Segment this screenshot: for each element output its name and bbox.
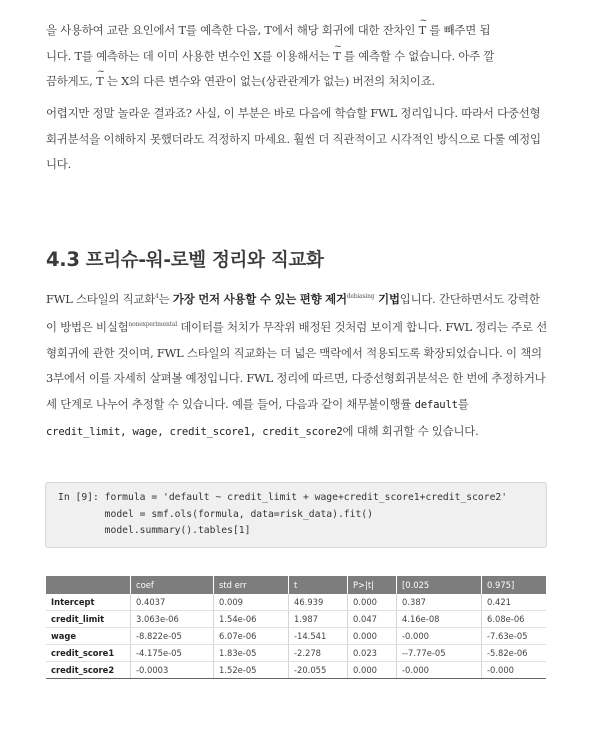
t-tilde-symbol: ~ T [419,18,426,44]
text: FWL 스타일의 직교화 [46,291,156,306]
table-cell: -7.63e-05 [482,628,547,645]
table-cell: 1.83e-05 [214,645,289,662]
table-cell: -0.0003 [131,662,214,679]
text: 입니다. 간단하면서도 강력한 이 방법은 비실험 [46,291,540,335]
table-cell: 6.08e-06 [482,611,547,628]
table-cell: 0.000 [348,594,397,611]
regression-results-table [46,576,546,679]
table-cell: 46.939 [289,594,348,611]
table-cell: -0.000 [482,662,547,679]
table-cell: 0.009 [214,594,289,611]
text: 는 X의 다른 변수와 연관이 없는(상관관계가 없는) 버전의 처치이죠. [103,74,435,89]
table-cell: 1.54e-06 [214,611,289,628]
table-cell: 1.987 [289,611,348,628]
table-cell: -8.822e-05 [131,628,214,645]
code-line: model = smf.ols(formula, data=risk_data).fit() [58,508,373,520]
inline-code: default [414,398,458,411]
column-header: t [289,576,348,594]
table-cell: -0.000 [397,662,482,679]
table-cell: 0.4037 [131,594,214,611]
paragraph-residual [46,18,550,95]
table-cell: -20.055 [289,662,348,679]
text: 니다. T를 예측하는 데 이미 사용한 변수인 X를 이용해서는 [46,48,334,63]
column-header: [0.025 [397,576,482,594]
table-row [46,645,546,662]
english-term: debiasing [346,293,375,300]
section-title: 프리슈-워-로벨 정리와 직교화 [85,250,324,271]
table-row [46,594,546,611]
table-cell: -14.541 [289,628,348,645]
column-header: coef [131,576,214,594]
table-cell: 4.16e-08 [397,611,482,628]
table-cell: 0.000 [348,662,397,679]
table-row [46,628,546,645]
text: 을 사용하여 교란 요인에서 T를 예측한 다음, T에서 해당 회귀에 대한 잔차인 [46,23,419,37]
text: 는 [158,291,173,306]
text: 끔하게도, [46,74,97,89]
table-cell: Intercept [46,594,131,611]
text: 에 대해 회귀할 수 있습니다. [342,423,479,438]
section-heading [46,246,324,272]
table-cell: -4.175e-05 [131,645,214,662]
table-row [46,662,546,679]
column-header: 0.975] [482,576,547,594]
table-cell: 0.387 [397,594,482,611]
english-term: nonexperimental [128,321,177,329]
column-header [46,576,131,594]
table-header-row [46,576,546,594]
table-cell: 0.023 [348,645,397,662]
text: 를 빼주면 됩 [425,23,491,37]
code-line: model.summary().tables[1] [58,525,251,536]
text: 를 [457,396,469,411]
table-cell: credit_score1 [46,645,131,662]
paragraph-fwl-orthogonalization [46,284,550,445]
code-line: In [9]: formula = 'default ~ credit_limit + wage+credit_score1+credit_score2' [58,492,508,503]
t-tilde-symbol: ~ T [333,44,340,70]
table-cell: -5.82e-06 [482,645,547,662]
inline-code: credit_limit, wage, credit_score1, credit_score2 [46,425,343,438]
table-cell: --7.77e-05 [397,645,482,662]
table-cell: credit_limit [46,611,131,628]
text: 를 예측할 수 없습니다. 아주 깔 [340,48,495,63]
text: 데이터를 처치가 무작위 배정된 것처럼 보이게 합니다. FWL 정리는 주로 선형회귀에 관한 것이며, FWL 스타일의 직교화는 더 넓은 맥락에서 적용되도록 확장되었습니다. 이 책의 3부에서 이를 자세히 살펴볼 예정입니다. FWL 정리에 따르면, 다중선형회귀분석은 한 번에 추정하거나 세 단계로 나누어 추정할 수 있습니다. 예를 들어, 다음과 같이 채무불이행률 [46,320,548,411]
column-header: std err [214,576,289,594]
table-cell: 0.000 [348,628,397,645]
table-cell: 6.07e-06 [214,628,289,645]
table-cell: 3.063e-06 [131,611,214,628]
table-cell: -0.000 [397,628,482,645]
paragraph-fwl-intro: 어렵지만 정말 놀라운 결과죠? 사실, 이 부분은 바로 다음에 학습할 FWL 정리입니다. 따라서 다중선형회귀분석을 이해하지 못했더라도 걱정하지 마세요. 훨씬 더 직관적이고 시각적인 방식으로 다룰 예정입니다. [46,106,541,172]
code-text [46,483,546,547]
table-cell: 1.52e-05 [214,662,289,679]
table-cell: credit_score2 [46,662,131,679]
table-cell: 0.047 [348,611,397,628]
table-cell: wage [46,628,131,645]
table-cell: 0.421 [482,594,547,611]
bold-text: 기법 [374,291,400,306]
footnote-marker[interactable]: 4 [155,293,159,300]
column-header: P>|t| [348,576,397,594]
section-number: 4.3 [46,248,80,271]
code-block [45,482,547,548]
table-row [46,611,546,628]
table-cell: -2.278 [289,645,348,662]
bold-text: 가장 먼저 사용할 수 있는 편향 제거 [172,291,347,306]
t-tilde-symbol: ~ T [96,69,103,95]
